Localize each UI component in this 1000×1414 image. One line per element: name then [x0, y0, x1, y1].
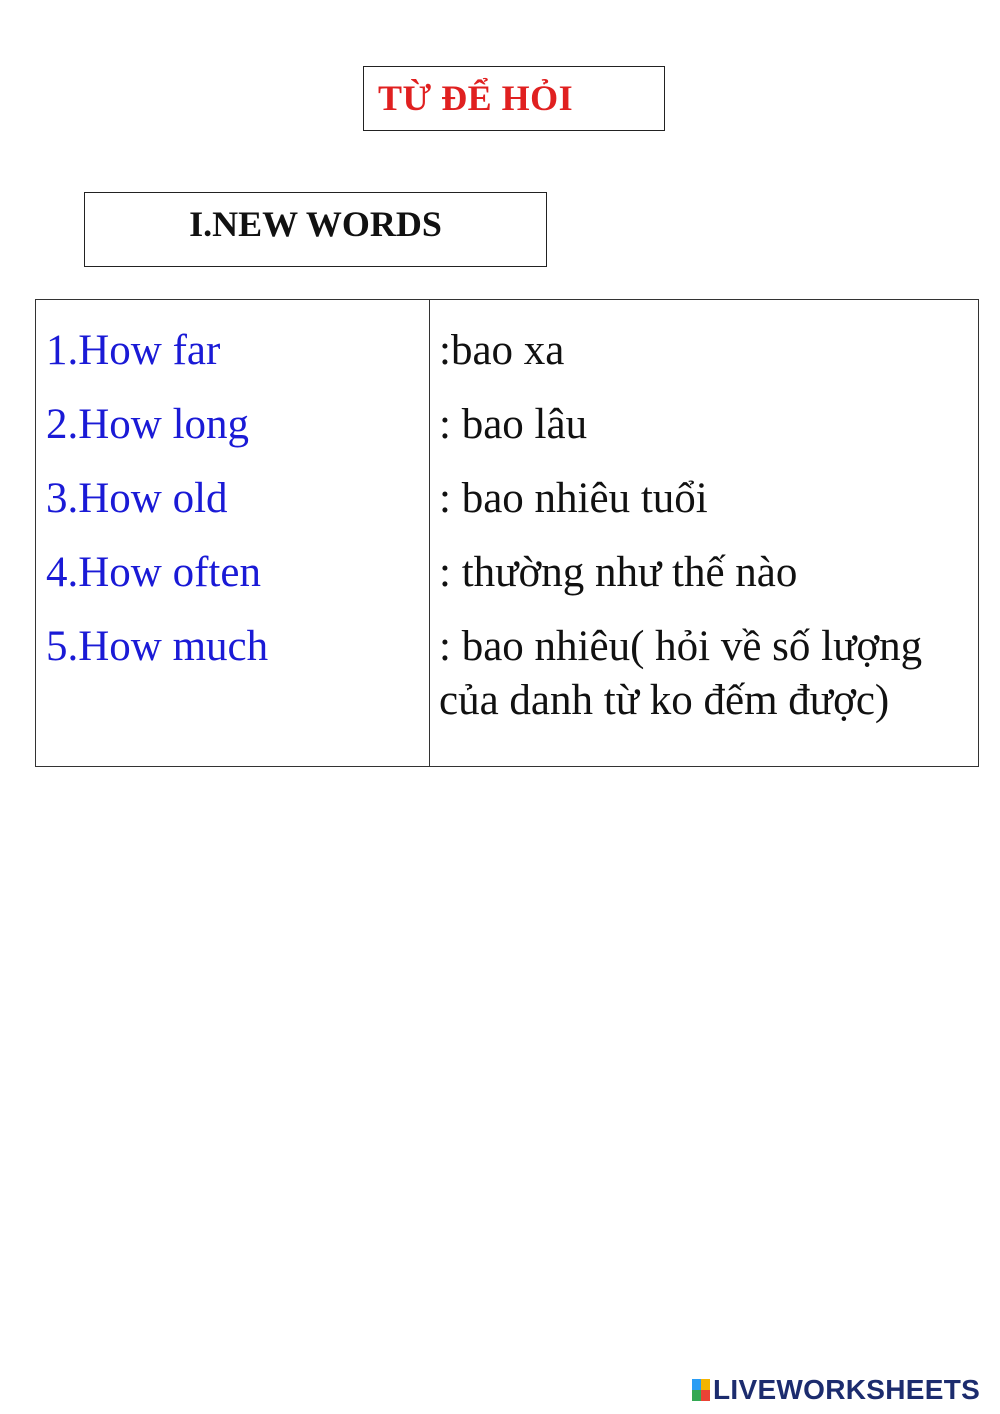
term-how-far: 1.How far [46, 327, 221, 374]
section-header-box [84, 192, 547, 267]
term-how-old: 3.How old [46, 475, 228, 522]
logo-text: LIVEWORKSHEETS [713, 1374, 981, 1405]
term-how-long: 2.How long [46, 401, 250, 448]
meaning-how-far: :bao xa [439, 327, 565, 374]
page-title: TỪ ĐỂ HỎI [378, 78, 574, 118]
vocabulary-table [35, 299, 979, 767]
meaning-how-old: : bao nhiêu tuổi [439, 475, 708, 522]
meanings-column [439, 324, 974, 748]
term-how-often: 4.How often [46, 549, 261, 596]
liveworksheets-logo-icon [692, 1379, 710, 1401]
section-heading: I.NEW WORDS [189, 204, 442, 244]
meaning-how-long: : bao lâu [439, 401, 588, 448]
liveworksheets-logo[interactable] [692, 1375, 980, 1405]
title-box [363, 66, 665, 131]
terms-column [46, 324, 421, 694]
column-divider [429, 300, 430, 766]
meaning-how-much: : bao nhiêu( hỏi về số lượng của danh từ ko đếm được) [439, 623, 923, 724]
meaning-how-often: : thường như thế nào [439, 549, 798, 596]
term-how-much: 5.How much [46, 623, 269, 670]
